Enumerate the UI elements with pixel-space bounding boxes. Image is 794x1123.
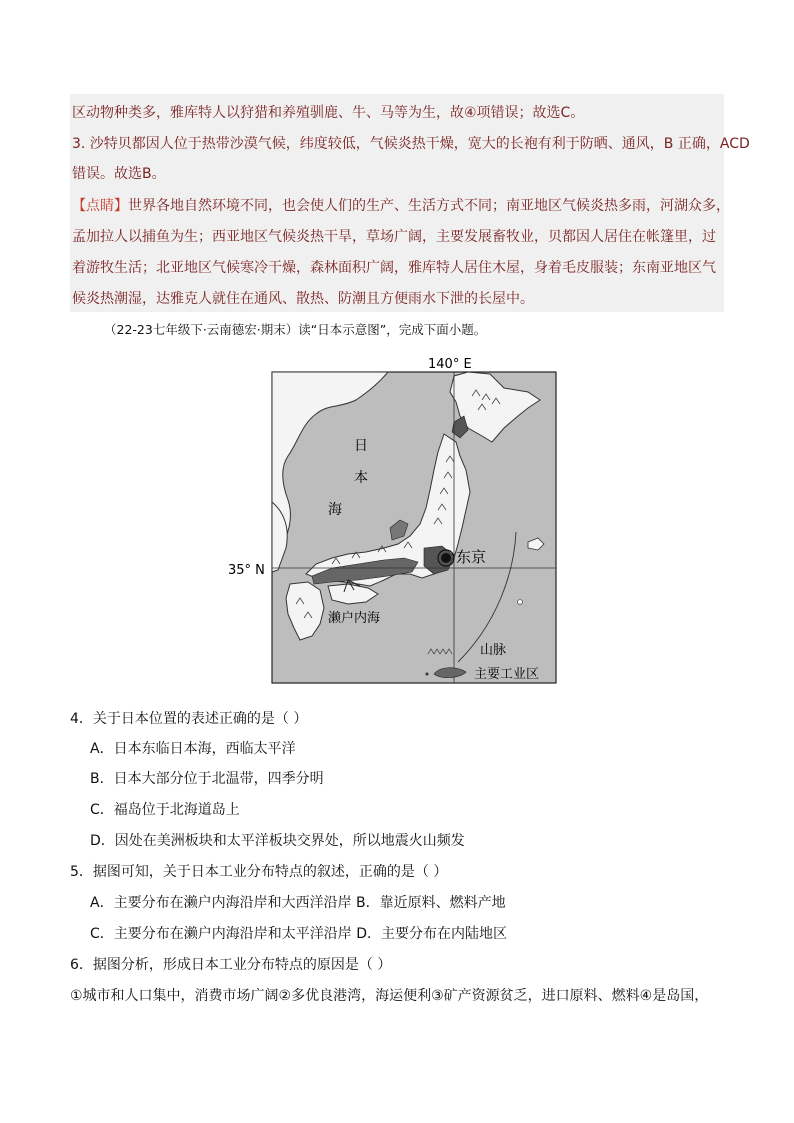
question-5: 5．据图可知，关于日本工业分布特点的叙述，正确的是（ ） [70,864,448,880]
question-6-statements: ①城市和人口集中，消费市场广阔②多优良港湾，海运便利③矿产资源贫乏，进口原料、燃料④是岛国， [70,988,709,1004]
tip-text: 世界各地自然环境不同，也会使人们的生产、生活方式不同；南亚地区气候炎热多雨，河湖众多， [128,198,730,214]
explanation-line-4 [72,195,730,215]
question-4: 4．关于日本位置的表述正确的是（ ） [70,711,308,727]
explanation-line-1: 区动物种类多，雅库特人以狩猎和养殖驯鹿、牛、马等为生，故④项错误；故选C。 [72,105,585,121]
question-4-option-d[interactable]: D．因处在美洲板块和太平洋板块交界处，所以地震火山频发 [90,833,465,849]
explanation-line-7: 候炎热潮湿，达雅克人就住在通风、散热、防潮且方便雨水下泄的长屋中。 [72,291,534,307]
japan-map [228,352,568,687]
tokyo-marker [441,553,451,563]
legend-mountain-label: 山脉 [480,643,507,658]
question-4-option-b[interactable]: B．日本大部分位于北温带，四季分明 [90,771,324,787]
explanation-line-5: 孟加拉人以捕鱼为生；西亚地区气候炎热干旱，草场广阔，主要发展畜牧业，贝都因人居住在帐篷里，过 [72,229,716,245]
inland-sea-label: 濑户内海 [328,611,381,626]
longitude-label: 140° E [428,357,472,372]
question-5-options-ab[interactable]: A．主要分布在濑户内海沿岸和大西洋沿岸 B．靠近原料、燃料产地 [90,895,506,911]
small-island-2 [518,600,523,605]
question-6: 6．据图分析，形成日本工业分布特点的原因是（ ） [70,957,392,973]
question-4-option-c[interactable]: C．福岛位于北海道岛上 [90,802,240,818]
question-4-option-a[interactable]: A．日本东临日本海，西临太平洋 [90,741,296,757]
explanation-line-2: 3. 沙特贝都因人位于热带沙漠气候，纬度较低，气候炎热干燥，宽大的长袍有利于防晒、通风，B 正确，ACD [72,136,750,152]
question-5-options-cd[interactable]: C．主要分布在濑户内海沿岸和太平洋沿岸 D．主要分布在内陆地区 [90,926,508,942]
explanation-line-6: 着游牧生活；北亚地区气候寒冷干燥，森林面积广阔，雅库特人居住木屋，身着毛皮服装；东南亚地区气 [72,260,716,276]
tip-tag: 【点睛】 [72,198,128,214]
sea-label-1: 日 [354,438,368,454]
legend-industry-label: 主要工业区 [474,667,540,682]
sea-label-3: 海 [328,502,342,518]
sea-label-2: 本 [354,470,368,486]
explanation-line-3: 错误。故选B。 [72,166,166,182]
answer-explanation-box [70,94,750,312]
tokyo-label: 东京 [456,548,487,566]
latitude-label: 35° N [228,563,265,578]
question-source: （22-23七年级下·云南德宏·期末）读“日本示意图”，完成下面小题。 [104,322,487,337]
